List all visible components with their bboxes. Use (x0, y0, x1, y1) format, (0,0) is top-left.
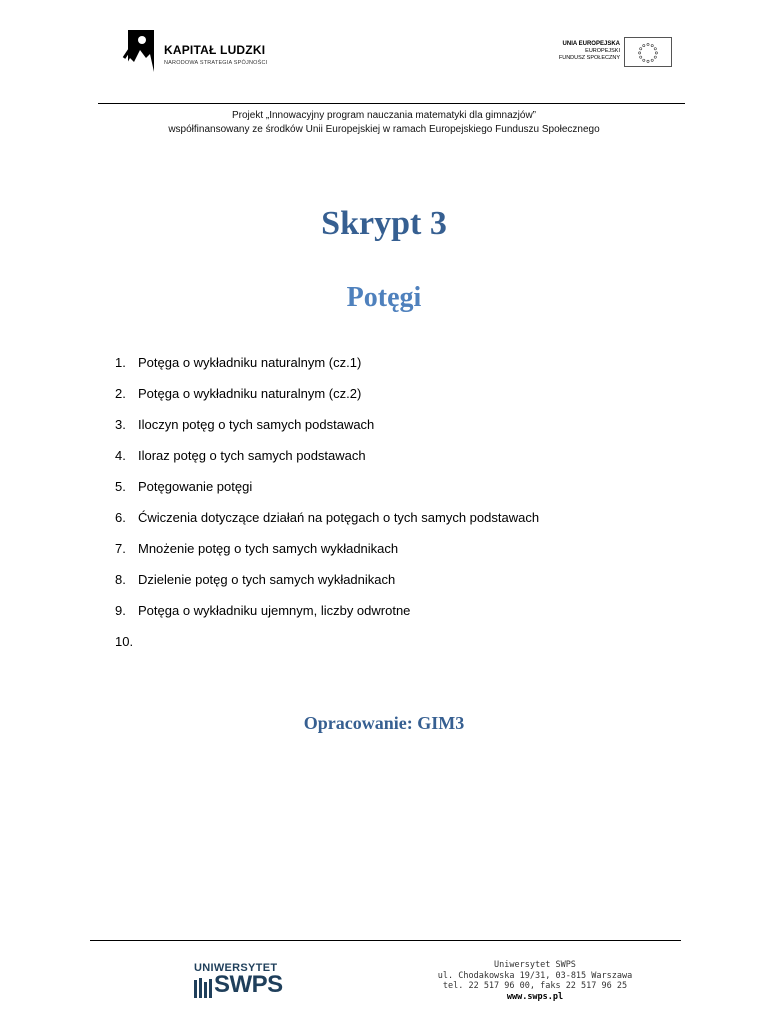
header-divider (98, 103, 685, 104)
toc-item-number: 5. (115, 479, 126, 494)
swps-logo-text: SWPS (214, 971, 283, 998)
table-of-contents (115, 354, 675, 664)
toc-item (115, 540, 675, 571)
kapital-ludzki-logo (120, 28, 290, 78)
contact-institution: Uniwersytet SWPS (494, 960, 576, 970)
toc-item (115, 385, 675, 416)
script-title: Skrypt 3 (321, 205, 447, 242)
toc-item-text: Potęga o wykładniku ujemnym, liczby odwrotne (138, 603, 411, 618)
kapital-ludzki-subtitle: NARODOWA STRATEGIA SPÓJNOŚCI (164, 60, 268, 66)
swps-logo-top-text: UNIWERSYTET (194, 962, 278, 974)
toc-item (115, 509, 675, 540)
toc-item-number: 1. (115, 355, 126, 370)
swps-emblem-icon (192, 976, 214, 1000)
kapital-ludzki-title: KAPITAŁ LUDZKI (164, 43, 266, 57)
kapital-ludzki-emblem-icon (120, 28, 156, 76)
toc-item (115, 416, 675, 447)
toc-item-number: 2. (115, 386, 126, 401)
eu-line2: EUROPEJSKI (585, 48, 620, 54)
toc-item-number: 4. (115, 448, 126, 463)
toc-item-text: Ćwiczenia dotyczące działań na potęgach o tych samych podstawach (138, 510, 540, 525)
toc-item-text: Iloczyn potęg o tych samych podstawach (138, 417, 375, 432)
contact-address: ul. Chodakowska 19/31, 03-815 Warszawa (437, 970, 633, 981)
topic-title: Potęgi (346, 282, 422, 313)
toc-item-number: 9. (115, 603, 126, 618)
eu-line3: FUNDUSZ SPOŁECZNY (558, 55, 620, 61)
footer-contact (430, 960, 640, 1002)
toc-item (115, 633, 675, 664)
toc-item-text: Iloraz potęg o tych samych podstawach (138, 448, 366, 463)
toc-item-text: Potęgowanie potęgi (138, 479, 253, 494)
toc-item-text: Potęga o wykładniku naturalnym (cz.1) (138, 355, 362, 370)
toc-item-text: Mnożenie potęg o tych samych wykładnikach (138, 541, 399, 556)
eu-line1: UNIA EUROPEJSKA (562, 41, 620, 47)
toc-item (115, 354, 675, 385)
author-credit: Opracowanie: GIM3 (303, 713, 465, 733)
toc-item (115, 602, 675, 633)
swps-logo (192, 962, 292, 1002)
eu-stars-flag-icon (624, 37, 672, 67)
toc-item-number: 3. (115, 417, 126, 432)
toc-item-text: Potęga o wykładniku naturalnym (cz.2) (138, 386, 362, 401)
toc-item-number: 10. (115, 634, 134, 649)
eu-logo-text (559, 41, 620, 62)
toc-item-text: Dzielenie potęg o tych samych wykładnikach (138, 572, 396, 587)
project-description-line1: Projekt „Innowacyjny program nauczania matematyki dla gimnazjów” (231, 110, 537, 121)
eu-logo (540, 37, 672, 69)
toc-item-number: 6. (115, 510, 126, 525)
toc-item (115, 447, 675, 478)
toc-item (115, 478, 675, 509)
footer-divider (90, 940, 681, 941)
toc-item (115, 571, 675, 602)
contact-phone: tel. 22 517 96 00, faks 22 517 96 25 (442, 981, 628, 991)
contact-website: www.swps.pl (506, 991, 564, 1002)
toc-item-number: 8. (115, 572, 126, 587)
toc-item-number: 7. (115, 541, 126, 556)
project-description-line2: współfinansowany ze środków Unii Europejskiej w ramach Europejskiego Funduszu Społecznego (168, 124, 600, 135)
